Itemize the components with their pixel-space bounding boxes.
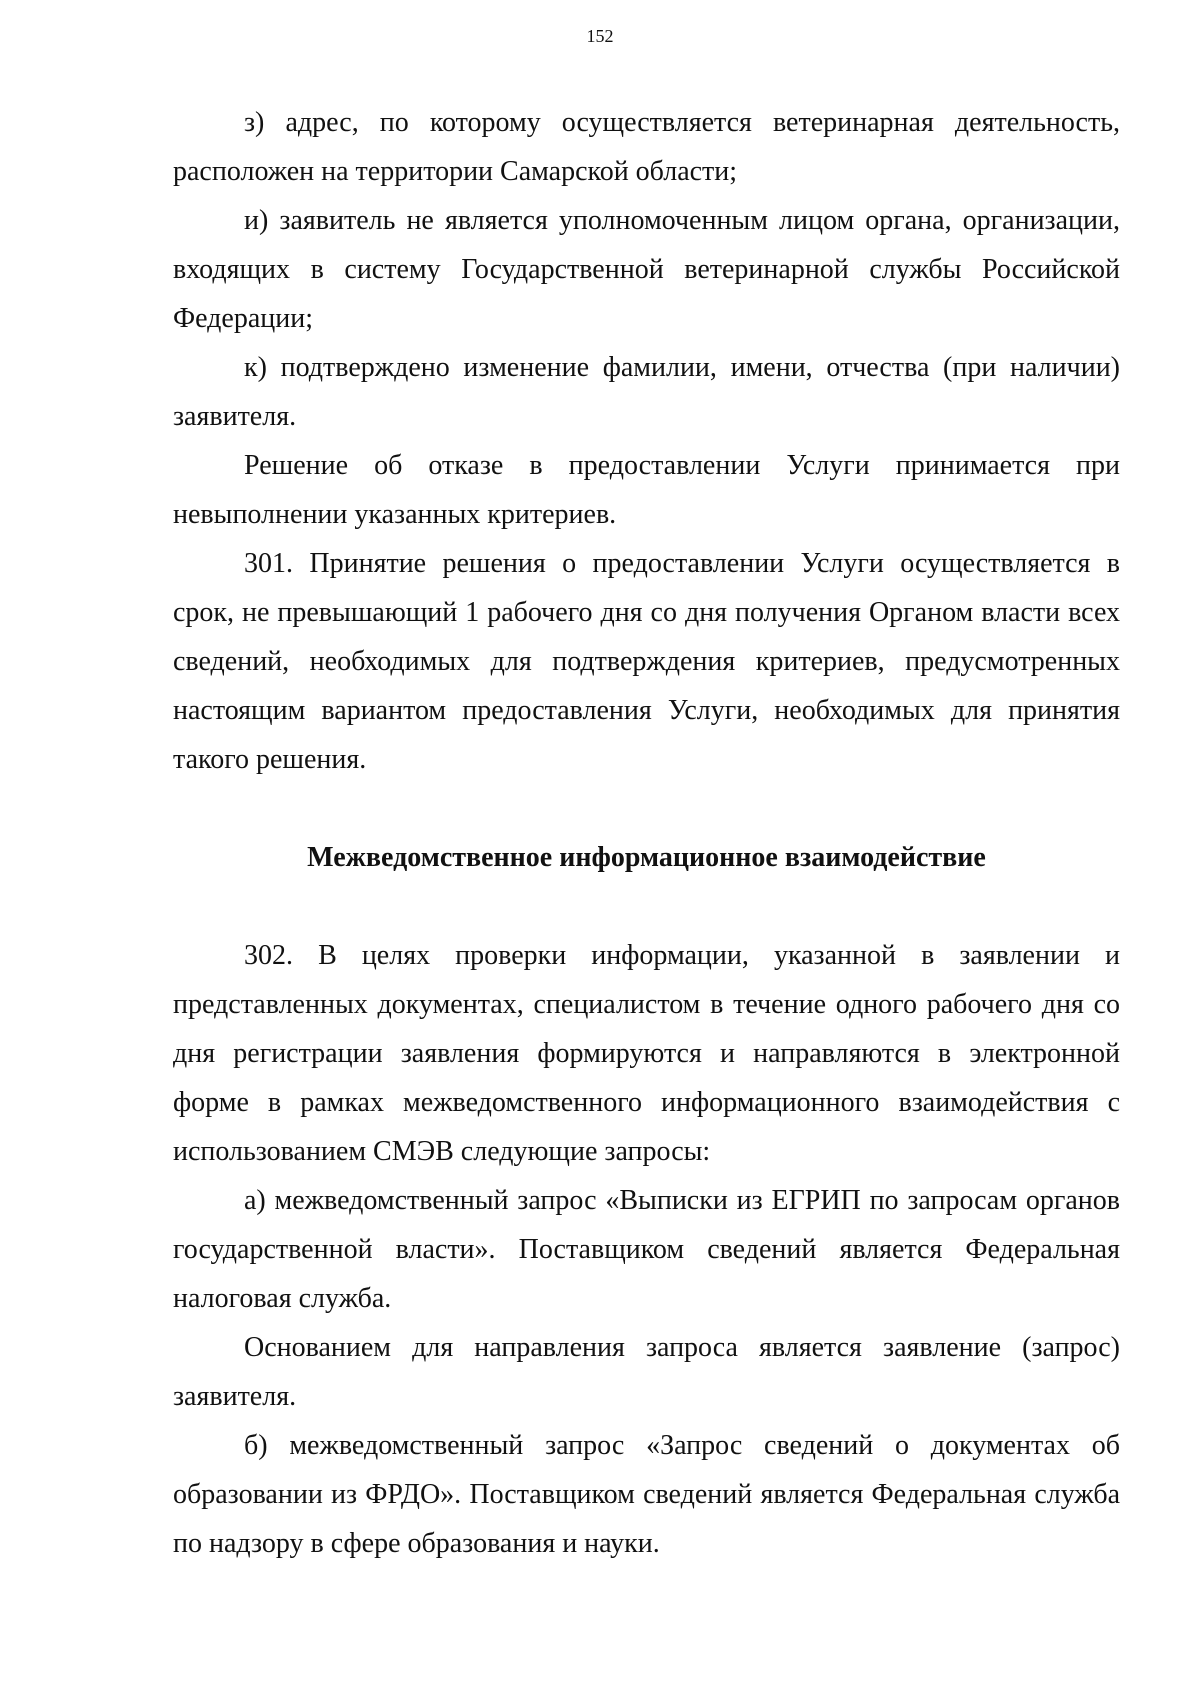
paragraph-302: 302. В целях проверки информации, указанной в заявлении и представленных документах, специалистом в течение одного рабочего дня со дня регистрации заявления формируются и направляются в электронной форме в рамках межведомственного информационного взаимодействия с использованием СМЭВ следующие запросы: <box>173 940 1120 1167</box>
document-body <box>173 98 1120 1568</box>
page-number: 152 <box>586 26 614 46</box>
paragraph-item-z: з) адрес, по которому осуществляется ветеринарная деятельность, расположен на территории Самарской области; <box>173 107 1120 187</box>
paragraph-request-basis: Основанием для направления запроса является заявление (запрос) заявителя. <box>173 1332 1120 1412</box>
paragraph-refusal-decision: Решение об отказе в предоставлении Услуги принимается при невыполнении указанных критериев. <box>173 450 1120 530</box>
paragraph-request-b: б) межведомственный запрос «Запрос сведений о документах об образовании из ФРДО». Поставщиком сведений является Федеральная служба по надзору в сфере образования и науки. <box>173 1430 1120 1559</box>
paragraph-item-k: к) подтверждено изменение фамилии, имени, отчества (при наличии) заявителя. <box>173 352 1120 432</box>
section-heading: Межведомственное информационное взаимодействие <box>307 842 986 873</box>
paragraph-item-i: и) заявитель не является уполномоченным лицом органа, организации, входящих в систему Государственной ветеринарной службы Российской Федерации; <box>173 205 1120 334</box>
paragraph-301: 301. Принятие решения о предоставлении Услуги осуществляется в срок, не превышающий 1 рабочего дня со дня получения Органом власти всех сведений, необходимых для подтверждения критериев, предусмотренных настоящим вариантом предоставления Услуги, необходимых для принятия такого решения. <box>173 548 1120 775</box>
paragraph-request-a: а) межведомственный запрос «Выписки из ЕГРИП по запросам органов государственной власти». Поставщиком сведений является Федеральная налоговая служба. <box>173 1185 1120 1314</box>
